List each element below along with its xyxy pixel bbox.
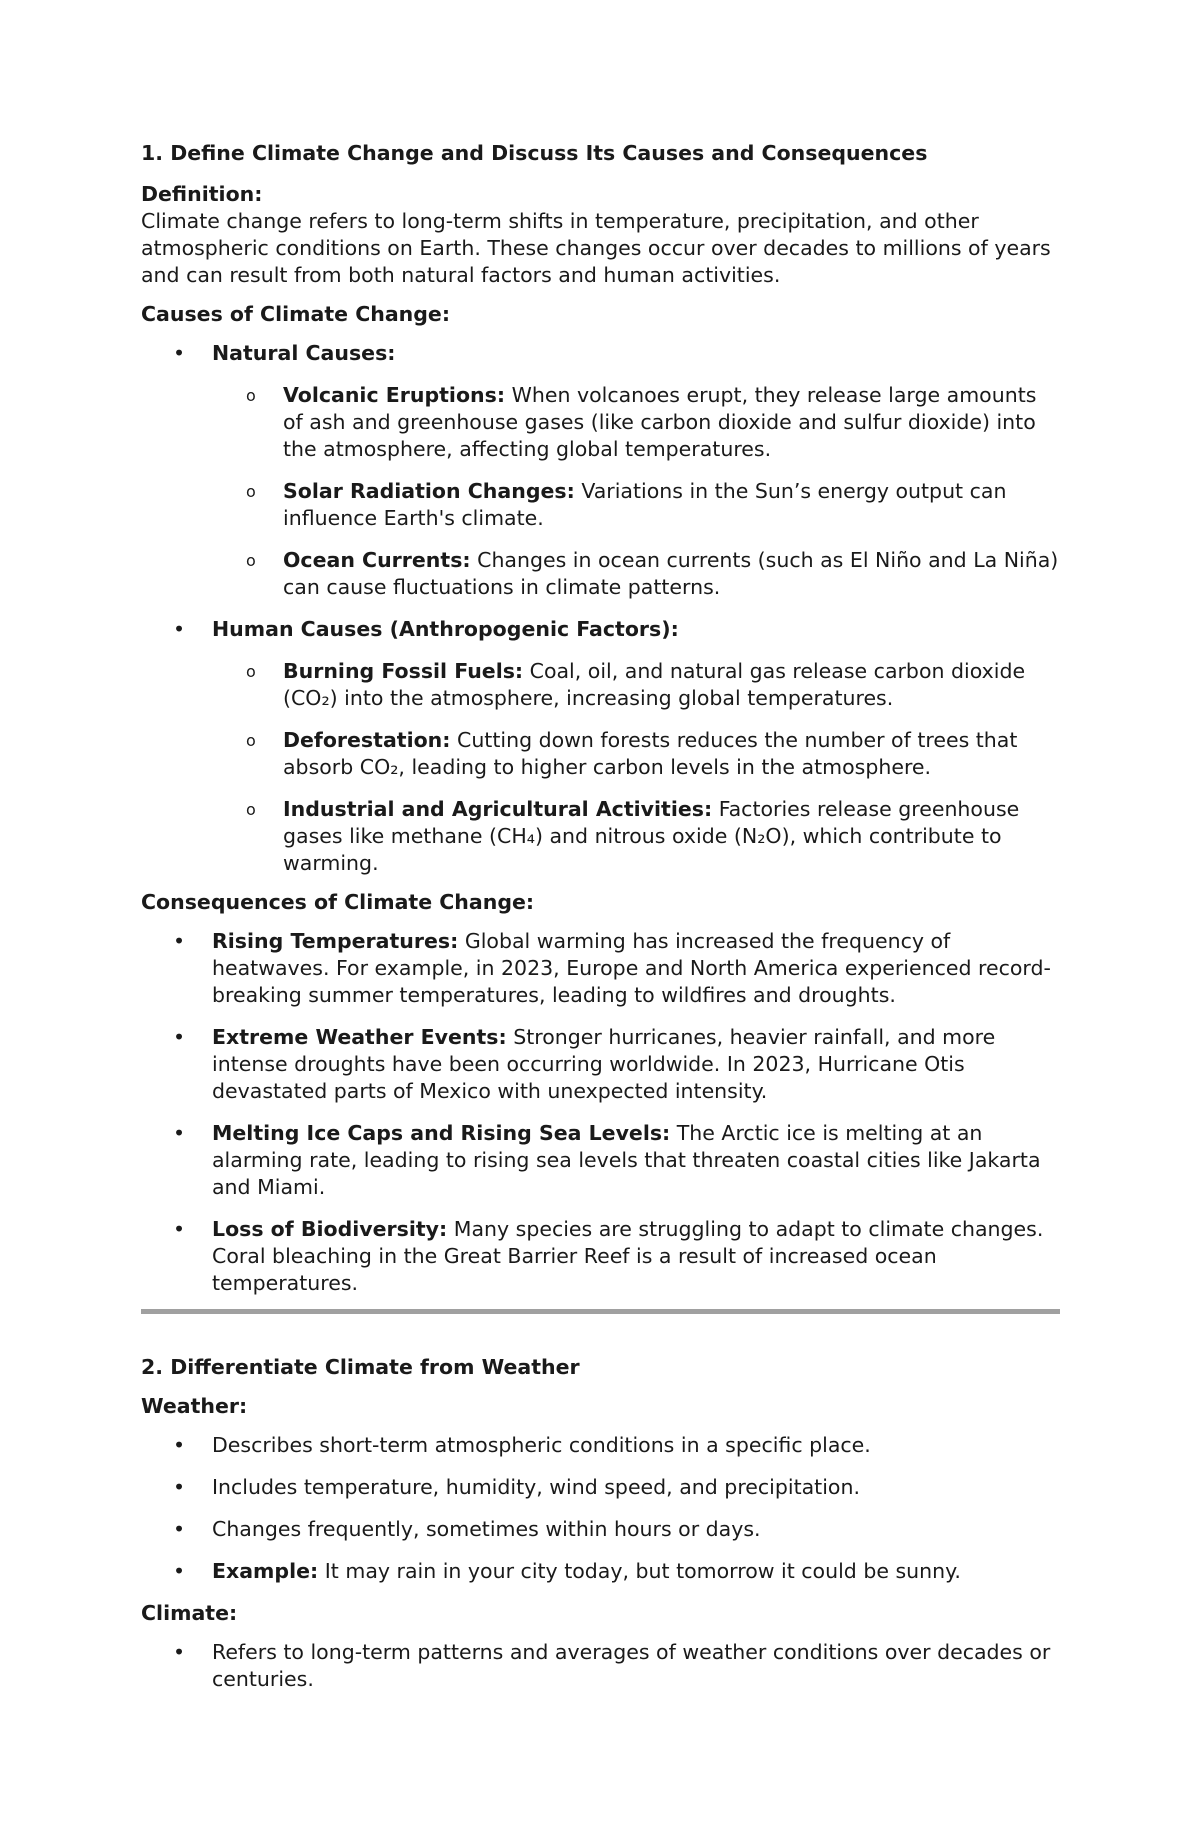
item-label: Example: xyxy=(212,1559,319,1583)
list-item xyxy=(141,1558,1060,1585)
item-text: Stronger hurricanes, heavier rainfall, and more intense droughts have been occurring worldwide. In 2023, Hurricane Otis devastated parts of Mexico with unexpected intensity. xyxy=(212,1025,996,1103)
circle-bullet-icon: o xyxy=(246,386,256,405)
section1-title: 1. Define Climate Change and Discuss Its Causes and Consequences xyxy=(141,141,928,165)
list-item xyxy=(212,547,1060,601)
list-item xyxy=(141,1120,1060,1201)
circle-bullet-icon: o xyxy=(246,800,256,819)
list-item xyxy=(141,1432,1060,1459)
list-item xyxy=(141,1216,1060,1297)
item-text: The Arctic ice is melting at an alarming rate, leading to rising sea levels that threaten coastal cities like Jakarta and Miami. xyxy=(212,1121,1041,1199)
item-text: Variations in the Sun’s energy output can influence Earth's climate. xyxy=(283,479,1007,530)
item-label: Industrial and Agricultural Activities: xyxy=(283,797,713,821)
list-item xyxy=(141,1516,1060,1543)
weather-heading: Weather: xyxy=(141,1394,248,1418)
item-label: Extreme Weather Events: xyxy=(212,1025,507,1049)
list-item xyxy=(212,382,1060,463)
bullet-icon: • xyxy=(173,1217,186,1241)
item-text: Coal, oil, and natural gas release carbon dioxide (CO₂) into the atmosphere, increasing global temperatures. xyxy=(283,659,1026,710)
consequences-list xyxy=(141,928,1060,1297)
item-text: Describes short-term atmospheric conditions in a specific place. xyxy=(212,1433,871,1457)
bullet-icon: • xyxy=(173,929,186,953)
human-causes-item xyxy=(141,616,1060,877)
bullet-icon: • xyxy=(173,1559,186,1583)
horizontal-divider xyxy=(141,1309,1060,1314)
item-text: Many species are struggling to adapt to climate changes. Coral bleaching in the Great Barrier Reef is a result of increased ocean temperatures. xyxy=(212,1217,1044,1295)
bullet-icon: • xyxy=(173,341,186,365)
bullet-icon: • xyxy=(173,1121,186,1145)
section2-title: 2. Differentiate Climate from Weather xyxy=(141,1355,580,1379)
list-item xyxy=(141,1474,1060,1501)
list-item xyxy=(141,1639,1060,1693)
circle-bullet-icon: o xyxy=(246,482,256,501)
item-text: Refers to long-term patterns and averages of weather conditions over decades or centuries. xyxy=(212,1640,1051,1691)
bullet-icon: • xyxy=(173,617,186,641)
weather-list xyxy=(141,1432,1060,1585)
bullet-icon: • xyxy=(173,1025,186,1049)
item-label: Deforestation: xyxy=(283,728,451,752)
bullet-icon: • xyxy=(173,1475,186,1499)
item-text: Factories release greenhouse gases like methane (CH₄) and nitrous oxide (N₂O), which contribute to warming. xyxy=(283,797,1020,875)
item-label: Burning Fossil Fuels: xyxy=(283,659,524,683)
list-item xyxy=(141,928,1060,1009)
climate-list xyxy=(141,1639,1060,1693)
consequences-heading: Consequences of Climate Change: xyxy=(141,890,535,914)
item-text: Changes frequently, sometimes within hours or days. xyxy=(212,1517,761,1541)
item-text: Changes in ocean currents (such as El Niño and La Niña) can cause fluctuations in climate patterns. xyxy=(283,548,1059,599)
bullet-icon: • xyxy=(173,1517,186,1541)
climate-heading: Climate: xyxy=(141,1601,238,1625)
circle-bullet-icon: o xyxy=(246,551,256,570)
item-text: It may rain in your city today, but tomorrow it could be sunny. xyxy=(318,1559,961,1583)
item-label: Loss of Biodiversity: xyxy=(212,1217,448,1241)
natural-causes-item xyxy=(141,340,1060,601)
circle-bullet-icon: o xyxy=(246,731,256,750)
item-label: Solar Radiation Changes: xyxy=(283,479,575,503)
causes-list xyxy=(141,340,1060,877)
list-item xyxy=(212,658,1060,712)
item-text: Includes temperature, humidity, wind speed, and precipitation. xyxy=(212,1475,860,1499)
item-label: Melting Ice Caps and Rising Sea Levels: xyxy=(212,1121,671,1145)
circle-bullet-icon: o xyxy=(246,662,256,681)
section2 xyxy=(141,1354,1060,1693)
natural-causes-heading: Natural Causes: xyxy=(212,341,396,365)
item-text: When volcanoes erupt, they release large amounts of ash and greenhouse gases (like carbon dioxide and sulfur dioxide) into the atmosphere, affecting global temperatures. xyxy=(283,383,1037,461)
natural-causes-sublist xyxy=(212,382,1060,601)
item-text: Cutting down forests reduces the number of trees that absorb CO₂, leading to higher carbon levels in the atmosphere. xyxy=(283,728,1018,779)
definition-label: Definition: xyxy=(141,182,263,206)
list-item xyxy=(212,727,1060,781)
causes-heading: Causes of Climate Change: xyxy=(141,302,451,326)
item-label: Volcanic Eruptions: xyxy=(283,383,506,407)
bullet-icon: • xyxy=(173,1640,186,1664)
list-item xyxy=(212,796,1060,877)
list-item xyxy=(212,478,1060,532)
bullet-icon: • xyxy=(173,1433,186,1457)
item-text: Global warming has increased the frequency of heatwaves. For example, in 2023, Europe and North America experienced record-breaking summer temperatures, leading to wildfires and droughts. xyxy=(212,929,1051,1007)
item-label: Rising Temperatures: xyxy=(212,929,459,953)
item-label: Ocean Currents: xyxy=(283,548,471,572)
human-causes-sublist xyxy=(212,658,1060,877)
list-item xyxy=(141,1024,1060,1105)
human-causes-heading: Human Causes (Anthropogenic Factors): xyxy=(212,617,679,641)
definition-text: Climate change refers to long-term shifts in temperature, precipitation, and other atmospheric conditions on Earth. These changes occur over decades to millions of years and can result from both natural factors and human activities. xyxy=(141,209,1051,287)
